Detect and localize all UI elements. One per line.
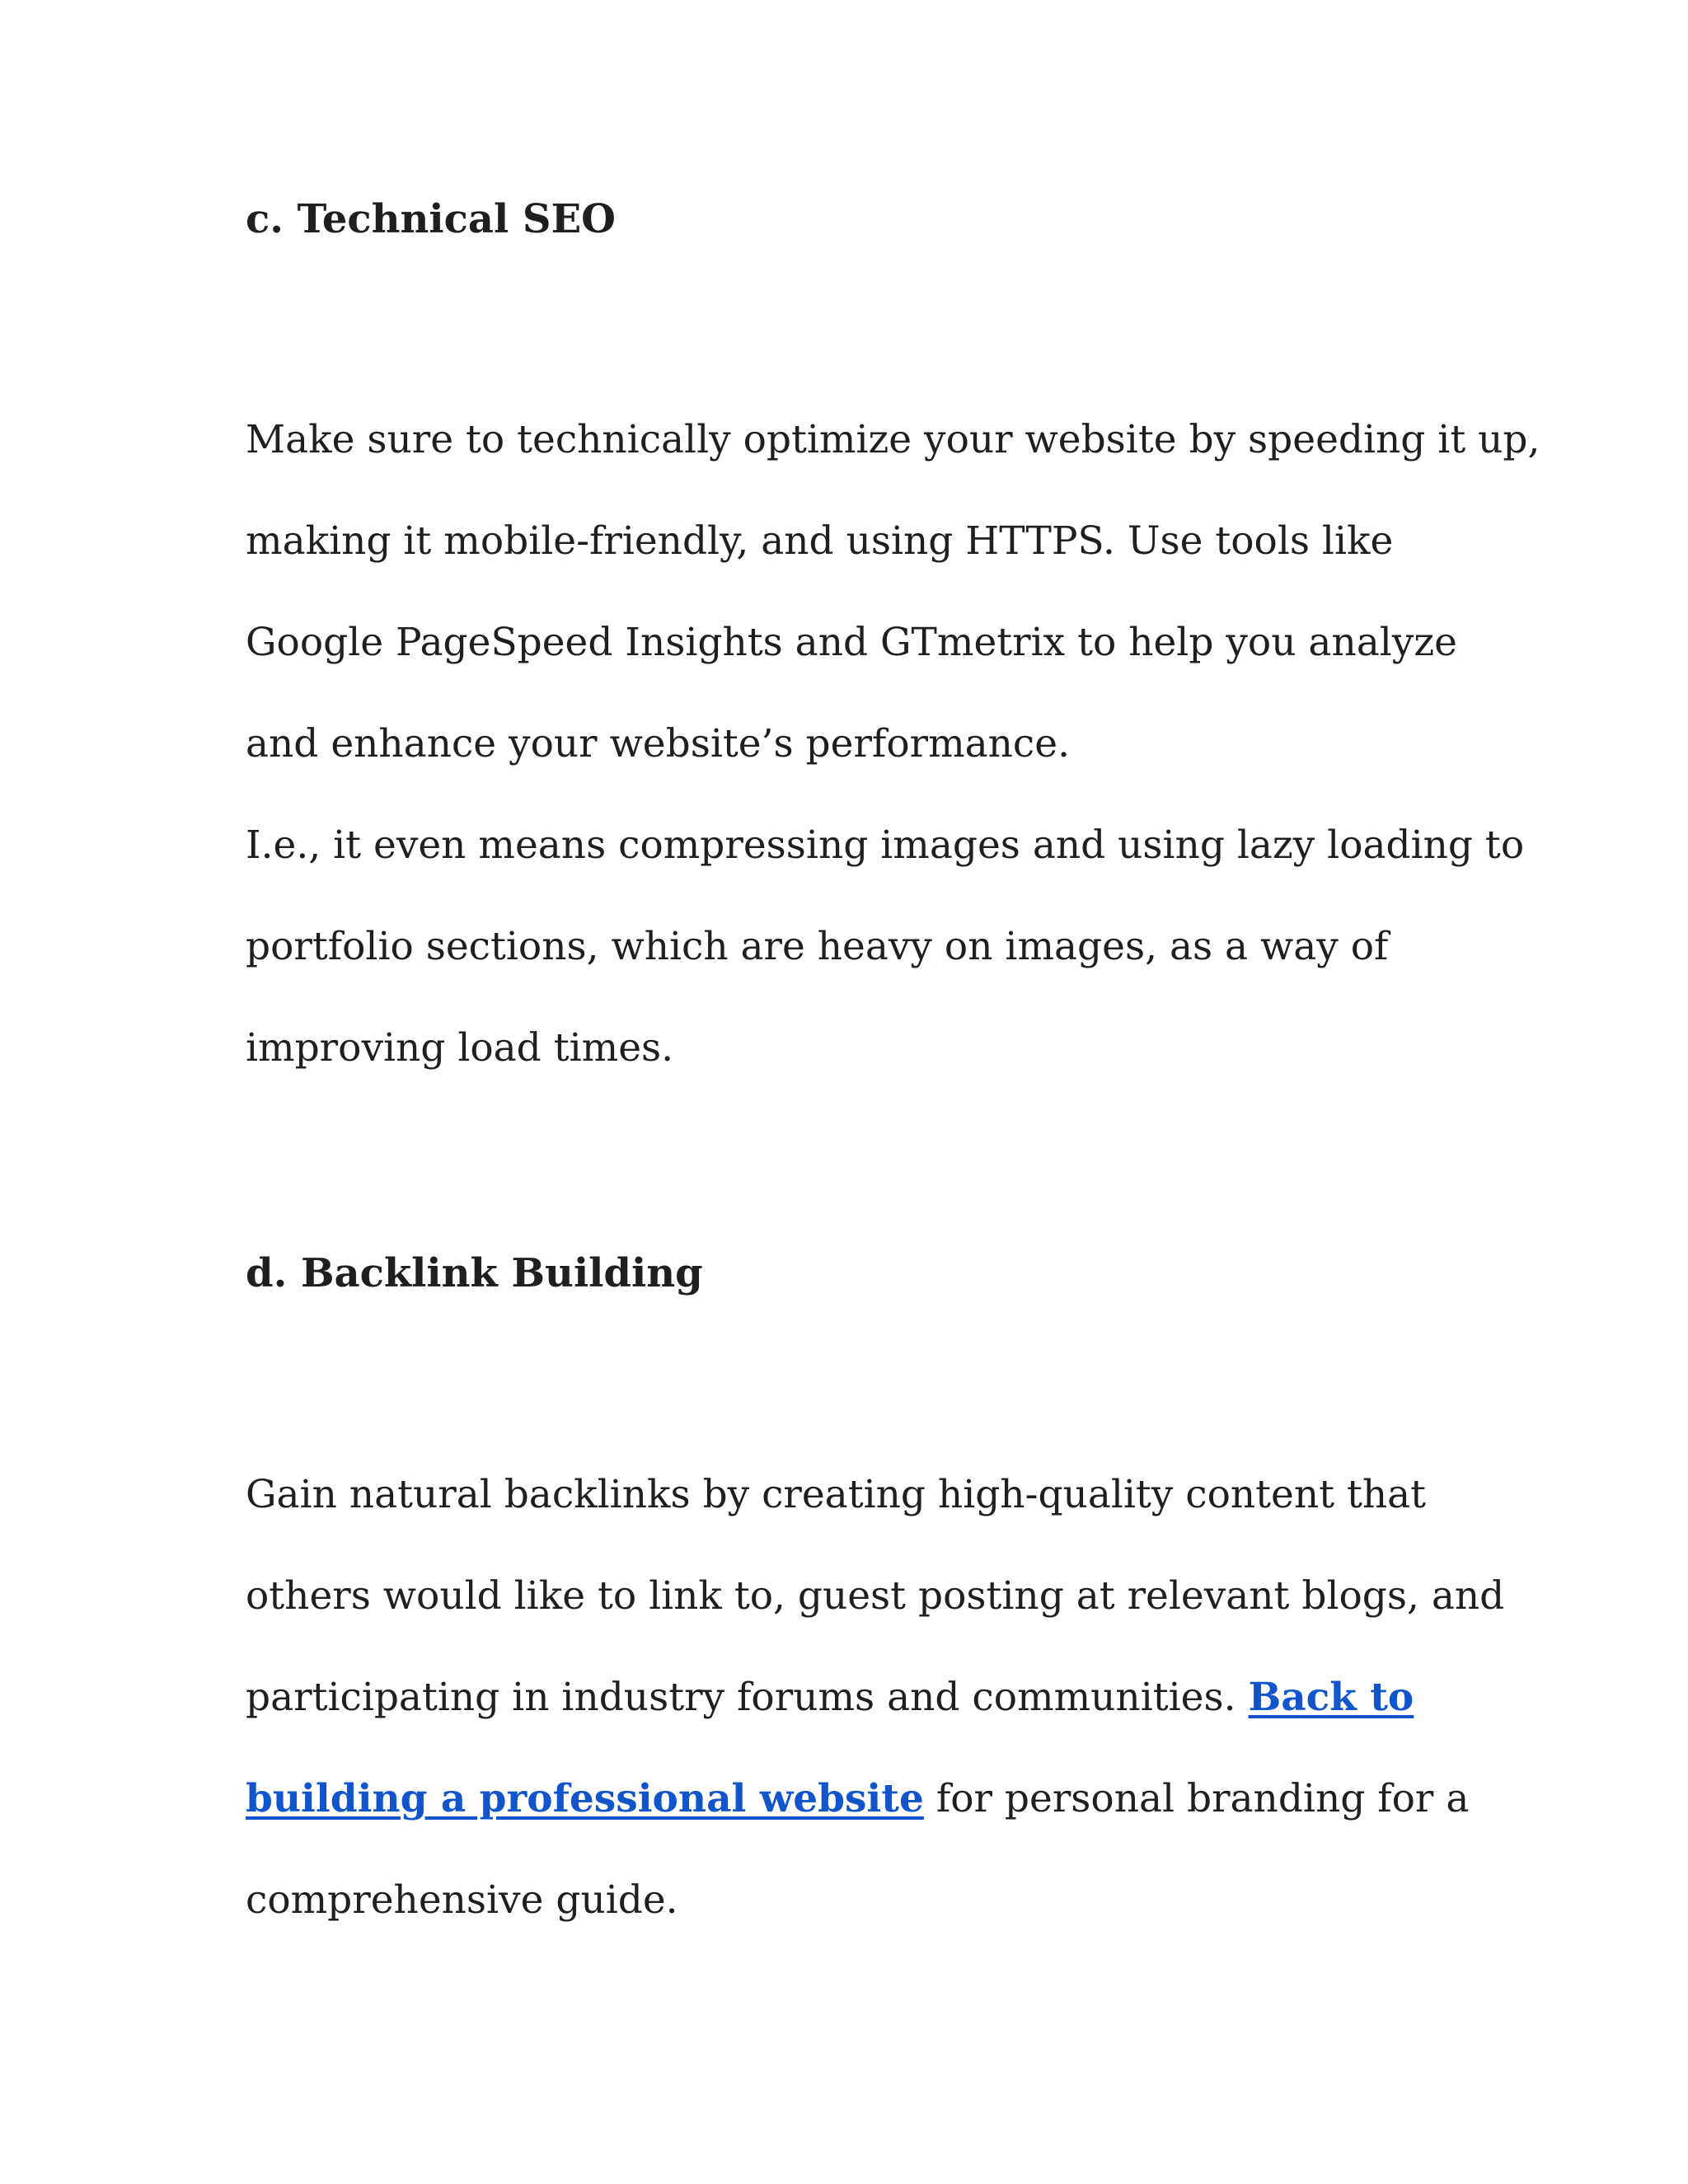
text-line: and enhance your website’s performance. [246, 721, 1071, 766]
text-segment: participating in industry forums and communities. [246, 1675, 1249, 1720]
text-line: improving load times. [246, 1025, 674, 1071]
paragraph-technical-seo [246, 389, 1540, 1099]
text-line: others would like to link to, guest posting at relevant blogs, and [246, 1573, 1505, 1619]
text-line [246, 1647, 1449, 1748]
paragraph-backlink-building [246, 1444, 1505, 1951]
text-line: portfolio sections, which are heavy on images, as a way of [246, 924, 1389, 969]
text-line: Make sure to technically optimize your website by speeding it up, [246, 417, 1540, 462]
text-line: making it mobile-friendly, and using HTTPS. Use tools like [246, 518, 1394, 564]
text-segment: for personal branding for a [923, 1776, 1470, 1821]
text-line: comprehensive guide. [246, 1877, 678, 1923]
text-line: I.e., it even means compressing images and using lazy loading to [246, 823, 1525, 868]
text-line [246, 1748, 1470, 1849]
heading-technical-seo: c. Technical SEO [246, 196, 616, 242]
heading-backlink-building: d. Backlink Building [246, 1250, 703, 1296]
link-professional-website-part1[interactable]: Back to [1248, 1675, 1414, 1720]
link-professional-website-part2[interactable]: building a professional website [246, 1776, 924, 1821]
text-line: Gain natural backlinks by creating high-quality content that [246, 1472, 1427, 1517]
text-line: Google PageSpeed Insights and GTmetrix to help you analyze [246, 620, 1457, 665]
